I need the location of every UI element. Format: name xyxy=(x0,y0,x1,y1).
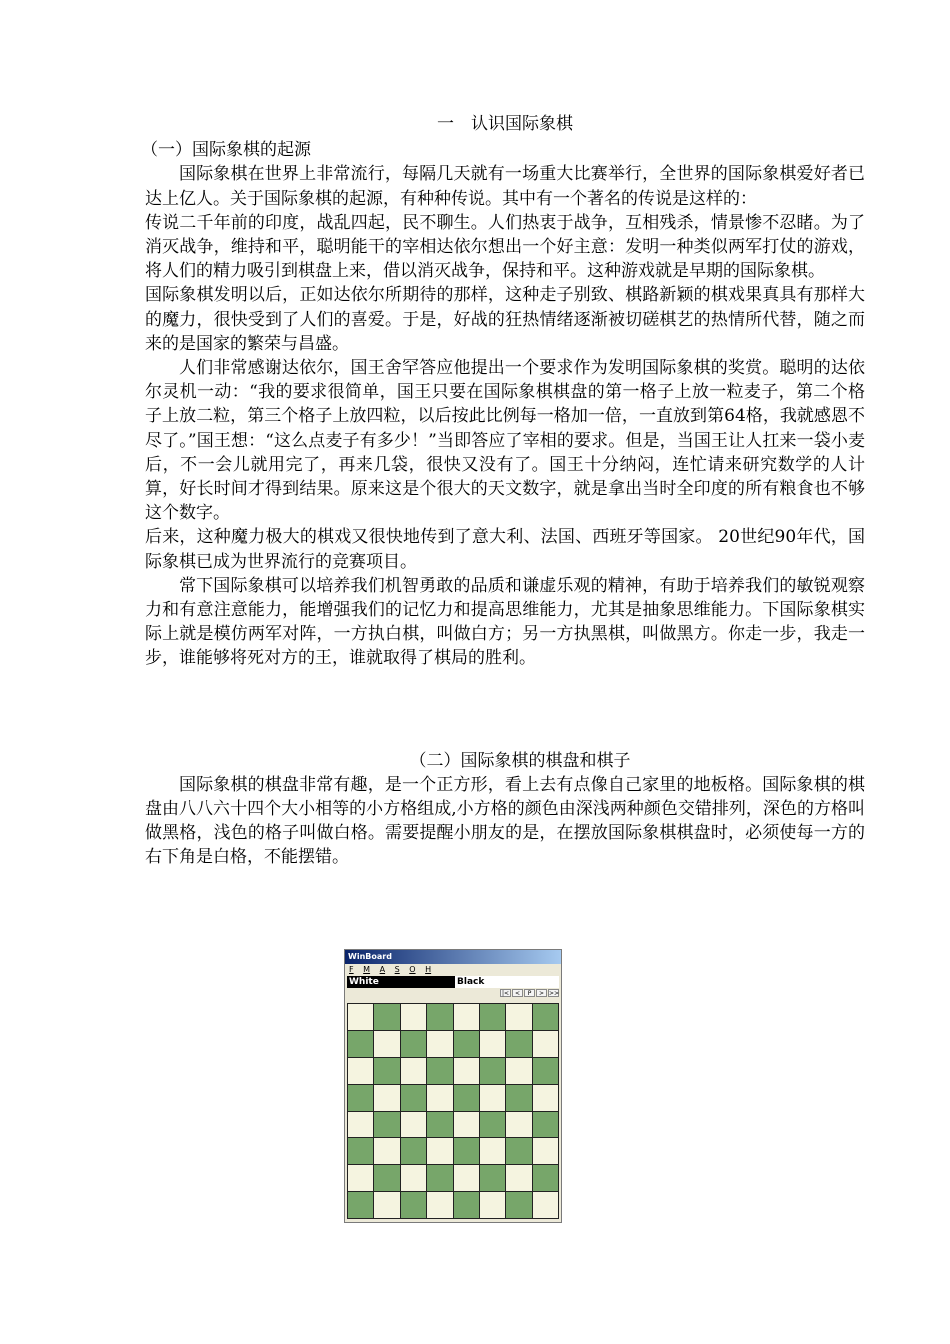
board-square[interactable] xyxy=(374,1165,399,1191)
board-square[interactable] xyxy=(374,1031,399,1057)
board-square[interactable] xyxy=(401,1058,426,1084)
section-2-heading: （二）国际象棋的棋盘和棋子 xyxy=(409,750,631,771)
white-clock: White xyxy=(347,976,455,988)
board-square[interactable] xyxy=(427,1085,452,1111)
board-square[interactable] xyxy=(374,1085,399,1111)
clock-bar xyxy=(347,976,559,988)
paragraph: 国际象棋的棋盘非常有趣，是一个正方形，看上去有点像自己家里的地板格。国际象棋的棋盘由八八六十四个大小相等的小方格组成,小方格的颜色由深浅两种颜色交错排列，深色的方格叫做黑格，浅色的格子叫做白格。需要提醒小朋友的是，在摆放国际象棋棋盘时，必须使每一方的右下角是白格，不能摆错。 xyxy=(145,774,865,868)
board-square[interactable] xyxy=(480,1058,505,1084)
board-square[interactable] xyxy=(480,1085,505,1111)
section-1-heading: （一）国际象棋的起源 xyxy=(141,140,311,161)
board-square[interactable] xyxy=(427,1112,452,1138)
board-square[interactable] xyxy=(533,1058,558,1084)
board-square[interactable] xyxy=(427,1031,452,1057)
board-square[interactable] xyxy=(506,1138,531,1164)
board-square[interactable] xyxy=(506,1085,531,1111)
board-square[interactable] xyxy=(506,1031,531,1057)
board-square[interactable] xyxy=(533,1192,558,1218)
board-square[interactable] xyxy=(480,1004,505,1030)
menu-help[interactable]: H xyxy=(425,965,432,974)
menu-step[interactable]: S xyxy=(394,965,400,974)
board-square[interactable] xyxy=(427,1004,452,1030)
paragraph: 人们非常感谢达依尔，国王舍罕答应他提出一个要求作为发明国际象棋的奖赏。聪明的达依尔灵机一动：“我的要求很简单，国王只要在国际象棋棋盘的第一格子上放一粒麦子，第二个格子上放二粒，第三个格子上放四粒，以后按此比例每一格加一倍，一直放到第64格，我就感恩不尽了。”国王想：“这么点麦子有多少！”当即答应了宰相的要求。但是，当国王让人扛来一袋小麦后，不一会儿就用完了，再来几袋，很快又没有了。国王十分纳闷，连忙请来研究数学的人计算，好长时间才得到结果。原来这是个很大的天文数字，就是拿出当时全印度的所有粮食也不够这个数字。 xyxy=(145,358,865,524)
board-square[interactable] xyxy=(348,1138,373,1164)
board-square[interactable] xyxy=(506,1112,531,1138)
board-square[interactable] xyxy=(427,1058,452,1084)
page-title: 一 认识国际象棋 xyxy=(437,114,573,134)
menu-mode[interactable]: M xyxy=(363,965,371,974)
board-square[interactable] xyxy=(480,1165,505,1191)
paragraph: 国际象棋在世界上非常流行，每隔几天就有一场重大比赛举行，全世界的国际象棋爱好者已达上亿人。关于国际象棋的起源，有种种传说。其中有一个著名的传说是这样的： xyxy=(145,164,865,209)
board-square[interactable] xyxy=(506,1165,531,1191)
board-square[interactable] xyxy=(348,1085,373,1111)
board-square[interactable] xyxy=(427,1192,452,1218)
black-clock: Black xyxy=(455,976,559,988)
board-square[interactable] xyxy=(401,1031,426,1057)
paragraph: 常下国际象棋可以培养我们机智勇敢的品质和谦虚乐观的精神，有助于培养我们的敏锐观察力和有意注意能力，能增强我们的记忆力和提高思维能力，尤其是抽象思维能力。下国际象棋实际上就是模仿两军对阵，一方执白棋，叫做白方；另一方执黑棋，叫做黑方。你走一步，我走一步，谁能够将死对方的王，谁就取得了棋局的胜利。 xyxy=(145,575,865,669)
board-square[interactable] xyxy=(401,1004,426,1030)
nav-pause-button[interactable]: P xyxy=(524,989,535,997)
board-square[interactable] xyxy=(454,1192,479,1218)
nav-forward-button[interactable]: > xyxy=(536,989,547,997)
paragraph: 后来，这种魔力极大的棋戏又很快地传到了意大利、法国、西班牙等国家。 20世纪90年代，国际象棋已成为世界流行的竞赛项目。 xyxy=(145,527,865,572)
board-square[interactable] xyxy=(374,1138,399,1164)
nav-first-button[interactable]: |< xyxy=(501,990,510,997)
board-square[interactable] xyxy=(427,1165,452,1191)
board-square[interactable] xyxy=(454,1004,479,1030)
board-square[interactable] xyxy=(348,1004,373,1030)
board-square[interactable] xyxy=(401,1138,426,1164)
board-square[interactable] xyxy=(533,1138,558,1164)
board-square[interactable] xyxy=(454,1112,479,1138)
menu-options[interactable]: O xyxy=(409,965,416,974)
board-square[interactable] xyxy=(533,1031,558,1057)
board-square[interactable] xyxy=(374,1004,399,1030)
board-square[interactable] xyxy=(454,1085,479,1111)
board-square[interactable] xyxy=(480,1138,505,1164)
board-square[interactable] xyxy=(348,1112,373,1138)
board-square[interactable] xyxy=(533,1085,558,1111)
board-square[interactable] xyxy=(348,1058,373,1084)
paragraph: 传说二千年前的印度，战乱四起，民不聊生。人们热衷于战争，互相残杀，情景惨不忍睹。为了消灭战争，维持和平，聪明能干的宰相达依尔想出一个好主意：发明一种类似两军打仗的游戏，将人们的精力吸引到棋盘上来，借以消灭战争，保持和平。这种游戏就是早期的国际象棋。 xyxy=(145,212,865,282)
winboard-menu-bar xyxy=(345,964,561,976)
board-square[interactable] xyxy=(401,1192,426,1218)
board-square[interactable] xyxy=(401,1112,426,1138)
board-square[interactable] xyxy=(348,1192,373,1218)
winboard-title-bar: WinBoard xyxy=(345,950,561,964)
paragraph: 国际象棋发明以后，正如达依尔所期待的那样，这种走子别致、棋路新颖的棋戏果真具有那样大的魔力，很快受到了人们的喜爱。于是，好战的狂热情绪逐渐被切磋棋艺的热情所代替，随之而来的是国家的繁荣与昌盛。 xyxy=(145,285,865,354)
document-body xyxy=(141,112,865,870)
board-square[interactable] xyxy=(506,1192,531,1218)
board-square[interactable] xyxy=(480,1112,505,1138)
board-square[interactable] xyxy=(454,1165,479,1191)
board-square[interactable] xyxy=(480,1192,505,1218)
winboard-window xyxy=(344,949,562,1223)
board-square[interactable] xyxy=(348,1165,373,1191)
menu-file[interactable]: F xyxy=(349,965,354,974)
nav-back-button[interactable]: < xyxy=(512,989,523,997)
board-square[interactable] xyxy=(401,1085,426,1111)
navigation-buttons xyxy=(347,989,559,998)
board-square[interactable] xyxy=(454,1058,479,1084)
board-square[interactable] xyxy=(454,1031,479,1057)
board-square[interactable] xyxy=(506,1058,531,1084)
board-square[interactable] xyxy=(427,1138,452,1164)
board-square[interactable] xyxy=(348,1031,373,1057)
board-square[interactable] xyxy=(454,1138,479,1164)
board-square[interactable] xyxy=(374,1058,399,1084)
board-square[interactable] xyxy=(374,1112,399,1138)
board-square[interactable] xyxy=(533,1165,558,1191)
menu-action[interactable]: A xyxy=(379,965,386,974)
board-square[interactable] xyxy=(506,1004,531,1030)
board-square[interactable] xyxy=(533,1112,558,1138)
board-square[interactable] xyxy=(533,1004,558,1030)
nav-last-button[interactable]: >> xyxy=(549,990,560,997)
board-square[interactable] xyxy=(401,1165,426,1191)
chess-board[interactable] xyxy=(347,1003,559,1219)
board-square[interactable] xyxy=(374,1192,399,1218)
board-square[interactable] xyxy=(480,1031,505,1057)
